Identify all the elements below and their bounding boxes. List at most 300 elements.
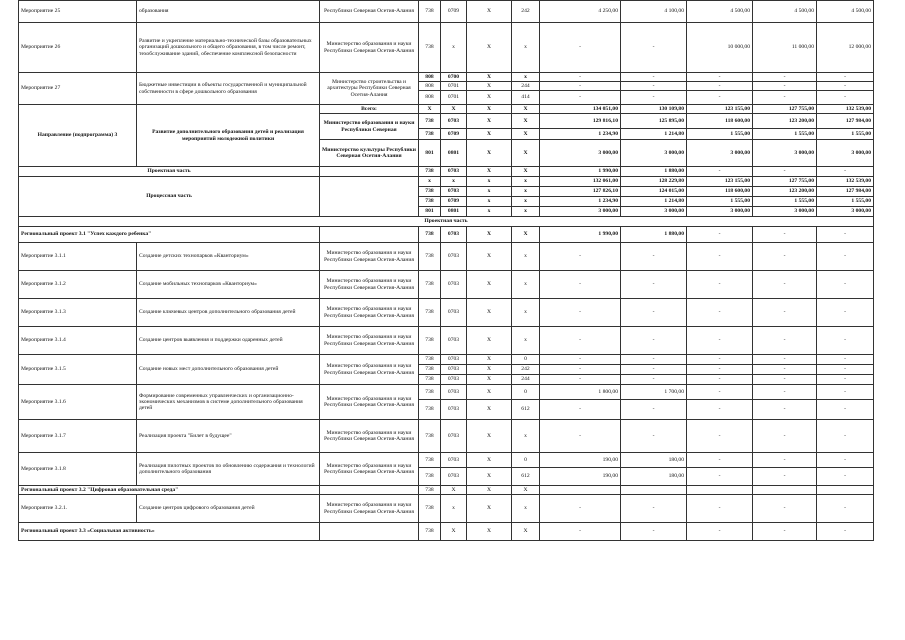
- table-cell: 0703: [441, 187, 467, 197]
- table-cell: 4 100,00: [621, 1, 687, 23]
- table-row: [19, 73, 874, 82]
- table-cell: -: [540, 73, 621, 82]
- table-cell: -: [540, 243, 621, 271]
- table-cell: -: [540, 355, 621, 365]
- table-cell: 4 500,00: [817, 1, 874, 23]
- table-cell: Мероприятие 26: [19, 23, 137, 73]
- table-cell: X: [467, 468, 512, 486]
- table-cell: 738: [419, 167, 441, 177]
- table-cell: x: [512, 73, 540, 82]
- table-cell: 0703: [441, 114, 467, 129]
- table-cell: X: [512, 523, 540, 541]
- table-cell: 134 051,00: [540, 105, 621, 114]
- table-cell: Формирование современных управленческих и организационно-экономических механизмов в системе дополнительного образования детей: [137, 385, 320, 420]
- table-cell: -: [753, 523, 817, 541]
- table-cell: 0703: [441, 167, 467, 177]
- table-cell: X: [467, 420, 512, 453]
- table-cell: -: [540, 375, 621, 385]
- table-cell: 11 000,00: [753, 23, 817, 73]
- table-cell: X: [467, 495, 512, 523]
- table-cell: X: [441, 105, 467, 114]
- table-cell: x: [512, 23, 540, 73]
- table-cell: 190,00: [540, 453, 621, 468]
- budget-table: [18, 0, 874, 541]
- table-cell: Министерство культуры Республики Северная Осетия-Алания: [320, 140, 419, 167]
- table-cell: Министерство образования и науки Республики Северная Осетия-Алания: [320, 355, 419, 385]
- table-cell: x: [512, 243, 540, 271]
- table-cell: -: [540, 400, 621, 420]
- table-cell: -: [540, 23, 621, 73]
- table-cell: -: [817, 420, 874, 453]
- table-cell: Процессная часть: [19, 177, 320, 217]
- table-cell: -: [753, 375, 817, 385]
- table-cell: 0703: [441, 375, 467, 385]
- table-cell: 3 000,00: [540, 140, 621, 167]
- table-cell: -: [817, 355, 874, 365]
- table-cell: 738: [419, 495, 441, 523]
- table-cell: 738: [419, 355, 441, 365]
- table-cell: 1 990,00: [540, 167, 621, 177]
- table-row: [19, 523, 874, 541]
- table-row: [19, 271, 874, 299]
- table-cell: 0703: [441, 243, 467, 271]
- table-cell: -: [687, 495, 753, 523]
- table-cell: 0700: [441, 73, 467, 82]
- table-cell: X: [512, 114, 540, 129]
- table-row: [19, 217, 874, 227]
- table-row: [19, 243, 874, 271]
- table-cell: X: [512, 167, 540, 177]
- table-cell: x: [512, 495, 540, 523]
- table-cell: 808: [419, 91, 441, 105]
- table-cell: -: [687, 82, 753, 91]
- table-cell: 808: [419, 82, 441, 91]
- table-cell: 801: [419, 207, 441, 217]
- table-cell: 0: [512, 385, 540, 400]
- table-cell: -: [817, 453, 874, 468]
- budget-table-body: [19, 1, 874, 541]
- table-cell: 738: [419, 243, 441, 271]
- table-cell: 1 234,90: [540, 129, 621, 140]
- table-cell: 129 816,10: [540, 114, 621, 129]
- table-cell: 738: [419, 523, 441, 541]
- table-cell: -: [687, 420, 753, 453]
- table-cell: Мероприятие 3.1.4: [19, 327, 137, 355]
- table-cell: X: [467, 375, 512, 385]
- table-cell: -: [540, 91, 621, 105]
- table-cell: 118 600,00: [687, 187, 753, 197]
- table-cell: -: [817, 385, 874, 400]
- table-cell: -: [753, 243, 817, 271]
- table-cell: -: [687, 468, 753, 486]
- table-cell: 124 015,00: [621, 187, 687, 197]
- table-cell: 132 539,00: [817, 105, 874, 114]
- table-cell: -: [817, 375, 874, 385]
- table-cell: X: [467, 271, 512, 299]
- table-cell: X: [467, 400, 512, 420]
- table-cell: Развитие и укрепление материально-технической базы образовательных организаций дошкольного и общего образования, в том числе ремонт, техобслуживание зданий, обеспечение комплексной безопасности: [137, 23, 320, 73]
- table-cell: 738: [419, 365, 441, 375]
- table-cell: X: [467, 365, 512, 375]
- table-cell: -: [817, 82, 874, 91]
- table-cell: 132 539,00: [817, 177, 874, 187]
- table-cell: -: [817, 299, 874, 327]
- table-cell: -: [753, 73, 817, 82]
- table-cell: 3 000,00: [687, 207, 753, 217]
- table-cell: 738: [419, 23, 441, 73]
- table-cell: X: [467, 105, 512, 114]
- table-cell: 0801: [441, 207, 467, 217]
- table-cell: Министерство образования и науки Республики Северная Осетия-Алания: [320, 299, 419, 327]
- table-cell: 0703: [441, 420, 467, 453]
- table-cell: Мероприятие 3.1.3: [19, 299, 137, 327]
- table-cell: -: [817, 365, 874, 375]
- table-cell: -: [753, 468, 817, 486]
- table-cell: 128 229,80: [621, 177, 687, 187]
- table-cell: 1 214,80: [621, 129, 687, 140]
- table-cell: 3 000,00: [687, 140, 753, 167]
- table-cell: -: [540, 327, 621, 355]
- table-cell: -: [540, 365, 621, 375]
- table-cell: -: [753, 299, 817, 327]
- table-row: [19, 299, 874, 327]
- table-cell: -: [687, 453, 753, 468]
- table-row: [19, 1, 874, 23]
- table-cell: 0703: [441, 271, 467, 299]
- table-cell: [687, 486, 753, 495]
- table-cell: -: [540, 299, 621, 327]
- table-cell: -: [621, 495, 687, 523]
- table-cell: Министерство образования и науки Республики Северная: [320, 114, 419, 140]
- table-cell: 132 061,00: [540, 177, 621, 187]
- table-cell: 738: [419, 1, 441, 23]
- table-cell: x: [512, 271, 540, 299]
- table-cell: 123 200,00: [753, 187, 817, 197]
- table-row: [19, 167, 874, 177]
- table-row: [19, 327, 874, 355]
- table-cell: X: [467, 167, 512, 177]
- table-cell: Министерство образования и науки Республики Северная Осетия-Алания: [320, 243, 419, 271]
- table-cell: 0703: [441, 453, 467, 468]
- table-cell: 1 555,00: [753, 197, 817, 207]
- table-row: [19, 105, 874, 114]
- table-cell: 738: [419, 197, 441, 207]
- table-cell: 738: [419, 453, 441, 468]
- table-cell: 738: [419, 375, 441, 385]
- table-cell: Министерство образования и науки Республики Северная Осетия-Алания: [320, 453, 419, 486]
- table-cell: -: [621, 299, 687, 327]
- table-cell: x: [512, 197, 540, 207]
- table-cell: -: [621, 91, 687, 105]
- table-cell: Мероприятие 3.1.8: [19, 453, 137, 486]
- table-cell: -: [753, 385, 817, 400]
- table-cell: X: [467, 114, 512, 129]
- table-cell: -: [817, 91, 874, 105]
- table-cell: 612: [512, 400, 540, 420]
- table-cell: 0801: [441, 140, 467, 167]
- table-cell: X: [467, 1, 512, 23]
- table-cell: -: [817, 468, 874, 486]
- table-cell: 738: [419, 420, 441, 453]
- table-cell: 3 000,00: [817, 140, 874, 167]
- table-cell: -: [687, 375, 753, 385]
- table-cell: Создание центров выявления и поддержки одаренных детей: [137, 327, 320, 355]
- table-cell: X: [467, 355, 512, 365]
- table-cell: -: [621, 365, 687, 375]
- table-cell: x: [467, 187, 512, 197]
- table-cell: X: [467, 73, 512, 82]
- table-cell: 738: [419, 227, 441, 243]
- table-cell: 1 880,00: [621, 227, 687, 243]
- table-cell: 12 000,00: [817, 23, 874, 73]
- table-cell: 1 555,00: [687, 197, 753, 207]
- table-cell: x: [467, 177, 512, 187]
- budget-table-page: [18, 0, 873, 541]
- table-row: [19, 495, 874, 523]
- table-cell: 3 000,00: [540, 207, 621, 217]
- table-cell: [621, 486, 687, 495]
- table-cell: X: [467, 227, 512, 243]
- table-cell: -: [753, 355, 817, 365]
- table-cell: [320, 523, 419, 541]
- table-cell: x: [441, 495, 467, 523]
- table-cell: X: [467, 82, 512, 91]
- table-cell: 1 214,80: [621, 197, 687, 207]
- table-cell: Реализация проекта "Билет в будущее": [137, 420, 320, 453]
- table-cell: 738: [419, 271, 441, 299]
- table-cell: Реализация пилотных проектов по обновлению содержания и технологий дополнительного образования: [137, 453, 320, 486]
- table-cell: [817, 486, 874, 495]
- table-cell: -: [687, 327, 753, 355]
- table-cell: -: [753, 227, 817, 243]
- table-cell: -: [817, 523, 874, 541]
- table-cell: Создание центров цифрового образования детей: [137, 495, 320, 523]
- table-cell: [540, 486, 621, 495]
- table-cell: X: [467, 140, 512, 167]
- table-cell: -: [817, 400, 874, 420]
- table-cell: 3 000,00: [621, 140, 687, 167]
- table-cell: -: [817, 73, 874, 82]
- table-cell: 0703: [441, 355, 467, 365]
- table-cell: 0709: [441, 197, 467, 207]
- table-cell: -: [753, 82, 817, 91]
- table-cell: 738: [419, 468, 441, 486]
- table-cell: Мероприятие 3.1.7: [19, 420, 137, 453]
- table-cell: 127 826,10: [540, 187, 621, 197]
- table-cell: -: [817, 327, 874, 355]
- table-cell: 0703: [441, 227, 467, 243]
- table-cell: 1 555,00: [817, 129, 874, 140]
- table-cell: -: [621, 271, 687, 299]
- table-cell: 0703: [441, 468, 467, 486]
- table-cell: Министерство образования и науки Республики Северная Осетия-Алания: [320, 385, 419, 420]
- table-cell: 1 700,00: [621, 385, 687, 400]
- table-cell: -: [817, 243, 874, 271]
- table-cell: X: [441, 523, 467, 541]
- table-cell: Развитие дополнительного образования детей и реализация мероприятий молодежной политики: [137, 105, 320, 167]
- table-cell: Мероприятие 3.2.1.: [19, 495, 137, 523]
- table-cell: 4 250,00: [540, 1, 621, 23]
- table-cell: 123 155,00: [687, 105, 753, 114]
- table-cell: 738: [419, 187, 441, 197]
- table-cell: [320, 167, 419, 177]
- table-cell: -: [540, 420, 621, 453]
- table-cell: -: [753, 271, 817, 299]
- table-row: [19, 177, 874, 187]
- table-cell: 0: [512, 453, 540, 468]
- table-cell: Проектная часть: [19, 167, 320, 177]
- table-row: [19, 420, 874, 453]
- table-cell: x: [512, 207, 540, 217]
- table-cell: x: [419, 177, 441, 187]
- table-cell: 612: [512, 468, 540, 486]
- table-cell: 4 500,00: [687, 1, 753, 23]
- table-cell: x: [467, 207, 512, 217]
- table-cell: -: [540, 271, 621, 299]
- table-cell: -: [540, 495, 621, 523]
- table-cell: 1 234,90: [540, 197, 621, 207]
- table-row: [19, 453, 874, 468]
- table-cell: 0701: [441, 82, 467, 91]
- table-cell: -: [687, 385, 753, 400]
- table-cell: 0701: [441, 91, 467, 105]
- table-cell: Региональный проект 3.3 «Социальная активность»: [19, 523, 320, 541]
- table-cell: 738: [419, 486, 441, 495]
- table-row: [19, 227, 874, 243]
- table-cell: 1 800,00: [540, 385, 621, 400]
- table-cell: 0709: [441, 129, 467, 140]
- table-cell: -: [621, 327, 687, 355]
- table-cell: 118 600,00: [687, 114, 753, 129]
- table-cell: 3 000,00: [817, 207, 874, 217]
- table-cell: 1 880,00: [621, 167, 687, 177]
- table-cell: Создание мобильных технопарков «Кванториум»: [137, 271, 320, 299]
- table-cell: x: [441, 23, 467, 73]
- table-cell: x: [512, 420, 540, 453]
- table-cell: -: [753, 327, 817, 355]
- table-cell: Республики Северная Осетия-Алания: [320, 1, 419, 23]
- table-cell: 127 755,00: [753, 105, 817, 114]
- table-cell: 738: [419, 400, 441, 420]
- table-cell: 10 000,00: [687, 23, 753, 73]
- table-cell: 180,00: [621, 468, 687, 486]
- table-cell: 738: [419, 129, 441, 140]
- table-cell: 738: [419, 114, 441, 129]
- table-cell: X: [467, 385, 512, 400]
- table-cell: -: [621, 23, 687, 73]
- table-cell: 244: [512, 375, 540, 385]
- table-cell: -: [687, 523, 753, 541]
- table-cell: Создание детских технопарков «Кванториум»: [137, 243, 320, 271]
- table-cell: -: [753, 91, 817, 105]
- table-cell: X: [467, 129, 512, 140]
- table-cell: 0703: [441, 385, 467, 400]
- table-cell: X: [467, 523, 512, 541]
- table-cell: [753, 486, 817, 495]
- table-cell: [320, 177, 419, 217]
- table-cell: X: [467, 453, 512, 468]
- table-cell: -: [687, 299, 753, 327]
- table-cell: 3 000,00: [621, 207, 687, 217]
- table-cell: Министерство образования и науки Республики Северная Осетия-Алания: [320, 271, 419, 299]
- table-cell: Мероприятие 3.1.6: [19, 385, 137, 420]
- table-cell: Мероприятие 3.1.5: [19, 355, 137, 385]
- table-row: [19, 355, 874, 365]
- table-cell: x: [512, 299, 540, 327]
- table-cell: -: [621, 400, 687, 420]
- table-cell: 123 200,00: [753, 114, 817, 129]
- table-cell: x: [467, 197, 512, 207]
- table-cell: 180,00: [621, 453, 687, 468]
- table-cell: -: [540, 82, 621, 91]
- table-cell: -: [621, 375, 687, 385]
- table-cell: -: [817, 227, 874, 243]
- table-cell: 127 984,00: [817, 114, 874, 129]
- table-cell: 127 984,00: [817, 187, 874, 197]
- table-cell: 414: [512, 91, 540, 105]
- table-cell: -: [687, 227, 753, 243]
- table-cell: 1 555,00: [817, 197, 874, 207]
- table-cell: -: [621, 355, 687, 365]
- table-cell: 0703: [441, 327, 467, 355]
- table-cell: X: [512, 140, 540, 167]
- table-cell: [320, 227, 419, 243]
- table-cell: Министерство образования и науки Республики Северная Осетия-Алания: [320, 23, 419, 73]
- table-cell: Создание новых мест дополнительного образования детей: [137, 355, 320, 385]
- table-cell: -: [817, 495, 874, 523]
- table-cell: -: [687, 400, 753, 420]
- table-row: [19, 486, 874, 495]
- table-cell: Министерство образования и науки Республики Северная Осетия-Алания: [320, 327, 419, 355]
- table-cell: 0: [512, 355, 540, 365]
- table-cell: X: [467, 243, 512, 271]
- table-cell: -: [687, 91, 753, 105]
- table-cell: Министерство строительства и архитектуры Республики Северная Осетия-Алания: [320, 73, 419, 105]
- table-cell: X: [467, 327, 512, 355]
- table-cell: 3 000,00: [753, 140, 817, 167]
- table-cell: Мероприятие 3.1.1: [19, 243, 137, 271]
- table-cell: x: [441, 177, 467, 187]
- table-cell: Проектная часть: [19, 217, 874, 227]
- table-cell: X: [512, 129, 540, 140]
- table-cell: -: [621, 420, 687, 453]
- table-cell: -: [687, 271, 753, 299]
- table-cell: 1 555,00: [687, 129, 753, 140]
- table-cell: 0703: [441, 299, 467, 327]
- table-cell: 123 155,00: [687, 177, 753, 187]
- table-cell: x: [512, 187, 540, 197]
- table-cell: 244: [512, 82, 540, 91]
- table-cell: 1 555,00: [753, 129, 817, 140]
- table-cell: -: [621, 73, 687, 82]
- table-cell: 130 109,80: [621, 105, 687, 114]
- table-cell: Всего:: [320, 105, 419, 114]
- table-cell: X: [467, 91, 512, 105]
- table-cell: 3 000,00: [753, 207, 817, 217]
- table-cell: 0703: [441, 400, 467, 420]
- table-cell: 242: [512, 365, 540, 375]
- table-cell: Мероприятие 3.1.2: [19, 271, 137, 299]
- table-cell: 190,00: [540, 468, 621, 486]
- table-cell: -: [687, 73, 753, 82]
- table-cell: -: [753, 495, 817, 523]
- table-row: [19, 385, 874, 400]
- table-cell: 738: [419, 299, 441, 327]
- table-cell: [320, 486, 419, 495]
- table-cell: Направление (подпрограмма) 3: [19, 105, 137, 167]
- table-cell: -: [687, 355, 753, 365]
- table-cell: X: [512, 227, 540, 243]
